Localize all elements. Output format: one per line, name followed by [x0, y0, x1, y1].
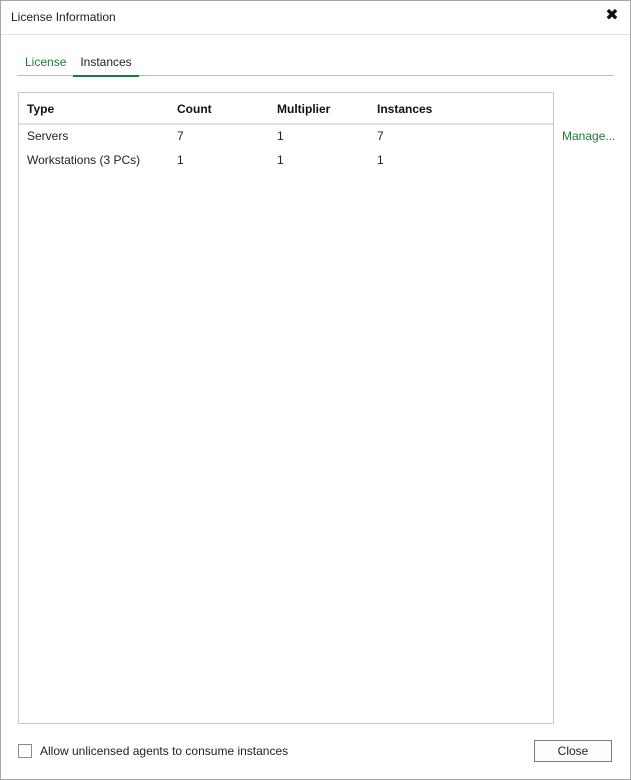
tab-license-label: License: [25, 55, 67, 69]
table-row[interactable]: [19, 149, 553, 173]
tab-license[interactable]: [25, 55, 66, 75]
cell-type: Servers: [27, 129, 69, 143]
tab-instances-label: Instances: [80, 55, 132, 69]
column-header-type[interactable]: Type: [27, 102, 55, 116]
cell-count: 7: [177, 129, 184, 143]
table-row[interactable]: [19, 125, 553, 149]
cell-multiplier: 1: [277, 129, 284, 143]
cell-multiplier: 1: [277, 153, 284, 167]
close-button[interactable]: Close: [534, 740, 612, 762]
allow-unlicensed-agents-checkbox[interactable]: [18, 744, 32, 758]
column-header-multiplier[interactable]: Multiplier: [277, 102, 331, 116]
tab-instances[interactable]: [73, 55, 139, 77]
table-header: [19, 93, 553, 125]
dialog-title: License Information: [11, 10, 116, 24]
tab-strip: [17, 53, 614, 76]
allow-unlicensed-agents-label[interactable]: Allow unlicensed agents to consume instances: [40, 744, 289, 758]
manage-link[interactable]: Manage...: [562, 129, 616, 143]
cell-instances: 7: [377, 129, 384, 143]
column-header-instances[interactable]: Instances: [377, 102, 433, 116]
title-bar: [1, 1, 630, 35]
close-icon[interactable]: ✖: [605, 7, 619, 24]
cell-count: 1: [177, 153, 184, 167]
cell-instances: 1: [377, 153, 384, 167]
column-header-count[interactable]: Count: [177, 102, 212, 116]
cell-type: Workstations (3 PCs): [27, 153, 141, 167]
instances-table: [18, 92, 554, 724]
